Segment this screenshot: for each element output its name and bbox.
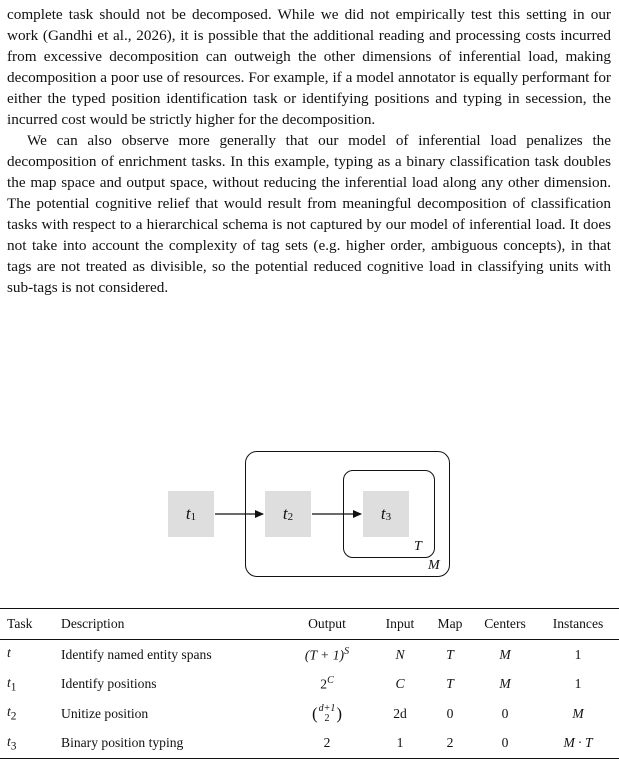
node-t2-var: t <box>282 504 288 523</box>
cell-input: C <box>395 676 405 692</box>
cell-task: $t_2$ <box>7 704 17 724</box>
cell-task: $t_1$ <box>7 674 17 694</box>
cell-input: 2d <box>393 705 407 721</box>
cell-map: 2 <box>427 729 473 759</box>
table-row <box>0 699 619 729</box>
header-map: Map <box>427 609 473 640</box>
cell-description: Unitize position <box>61 705 149 721</box>
plate-inner-label: T <box>414 539 422 554</box>
cell-output: ( d+1 2 ) <box>311 702 343 724</box>
node-t2 <box>265 491 311 537</box>
cell-description: Binary position typing <box>61 729 281 759</box>
cell-centers: 0 <box>473 729 537 759</box>
plate-inner-t <box>343 470 435 558</box>
header-instances: Instances <box>537 609 619 640</box>
cell-instances: 1 <box>574 646 582 662</box>
plate-outer-label: M <box>428 558 440 573</box>
table-row <box>0 670 619 700</box>
table-row <box>0 640 619 670</box>
header-centers: Centers <box>473 609 537 640</box>
cell-task: $t_3$ <box>0 729 61 759</box>
cell-task: t <box>7 645 11 661</box>
cell-instances: M <box>572 705 584 721</box>
cell-description: Identify named entity spans <box>61 646 212 662</box>
body-text <box>7 4 611 298</box>
cell-output: $2^C$ <box>320 675 334 693</box>
node-t1-sub: 1 <box>190 511 197 523</box>
node-t3-var: t <box>380 504 386 523</box>
node-t2-sub: 2 <box>287 511 294 523</box>
cell-map: T <box>446 676 454 692</box>
cell-centers: M <box>499 676 511 692</box>
paragraph-1: complete task should not be decomposed. While we did not empirically test this setting in our work (Gandhi et al., 2026), it is possible that the additional reading and processing costs incurred from excessive decomposition can outweigh the other dimensions of inferential load, making decomposition a poor use of resources. For example, if a model annotator is equally performant for either the typed position identification task or identifying positions and typing in secession, the incurred cost would be strictly higher for the decomposition. <box>7 6 611 128</box>
cell-input: 1 <box>373 729 427 759</box>
plate-outer-m <box>245 451 450 577</box>
header-task: Task <box>0 609 61 640</box>
header-description: Description <box>61 609 281 640</box>
table-header-row <box>0 609 619 640</box>
table-row <box>0 729 619 759</box>
node-t3 <box>363 491 409 537</box>
cell-centers: M <box>499 646 511 662</box>
paragraph-2: We can also observe more generally that our model of inferential load penalizes the decomposition of enrichment tasks. In this example, typing as a binary classification task doubles the map space and output space, without reducing the inferential load along any other dimension. The potential cognitive relief that would result from meaningful decomposition of classification tasks with respect to a hierarchical schema is not captured by our model of inferential load. It does not take into account the complexity of tag sets (e.g. higher order, ambiguous concepts), in that tags are not treated as divisible, so the potential reduced cognitive load in classifying units with sub-tags is not considered. <box>7 132 611 296</box>
cell-map: 0 <box>446 705 454 721</box>
node-t1-var: t <box>185 504 191 523</box>
header-input: Input <box>373 609 427 640</box>
cell-input: N <box>395 646 405 662</box>
header-output: Output <box>281 609 373 640</box>
task-table <box>0 608 619 759</box>
cell-instances: M · T <box>537 729 619 759</box>
cell-instances: 1 <box>574 676 582 692</box>
node-t1 <box>168 491 214 537</box>
cell-centers: 0 <box>501 705 509 721</box>
cell-description: Identify positions <box>61 676 157 692</box>
node-t3-sub: 3 <box>385 511 392 523</box>
cell-output: 2 <box>281 729 373 759</box>
cell-map: T <box>446 646 454 662</box>
cell-output: $(T + 1)^S$ <box>304 645 350 663</box>
